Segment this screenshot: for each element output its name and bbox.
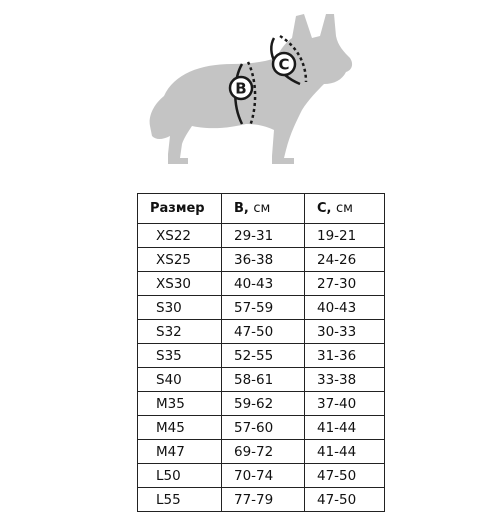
size-cell: XS25 — [138, 248, 222, 272]
header-neck-c: C, см — [305, 194, 385, 224]
chest-cell: 57-60 — [222, 416, 305, 440]
chest-cell: 47-50 — [222, 320, 305, 344]
chest-cell: 57-59 — [222, 296, 305, 320]
size-cell: S35 — [138, 344, 222, 368]
size-cell: XS22 — [138, 224, 222, 248]
neck-cell: 31-36 — [305, 344, 385, 368]
table-header-row — [138, 194, 385, 224]
neck-cell: 30-33 — [305, 320, 385, 344]
table-row — [138, 464, 385, 488]
size-cell: M45 — [138, 416, 222, 440]
size-cell: XS30 — [138, 272, 222, 296]
chest-cell: 59-62 — [222, 392, 305, 416]
neck-cell: 27-30 — [305, 272, 385, 296]
size-cell: M47 — [138, 440, 222, 464]
neck-cell: 37-40 — [305, 392, 385, 416]
chest-cell: 29-31 — [222, 224, 305, 248]
dog-illustration — [140, 8, 370, 173]
marker-c-badge — [273, 53, 295, 75]
size-chart-table — [137, 193, 385, 512]
table-row — [138, 416, 385, 440]
table-row — [138, 224, 385, 248]
neck-cell: 41-44 — [305, 416, 385, 440]
neck-cell: 40-43 — [305, 296, 385, 320]
neck-cell: 24-26 — [305, 248, 385, 272]
french-bulldog-silhouette — [140, 8, 370, 173]
table-row — [138, 248, 385, 272]
size-cell: M35 — [138, 392, 222, 416]
chest-cell: 40-43 — [222, 272, 305, 296]
header-chest-b: B, см — [222, 194, 305, 224]
table-row — [138, 344, 385, 368]
table-row — [138, 272, 385, 296]
size-cell: L55 — [138, 488, 222, 512]
table-row — [138, 296, 385, 320]
header-size: Размер — [138, 194, 222, 224]
marker-b-badge — [230, 77, 252, 99]
chest-cell: 77-79 — [222, 488, 305, 512]
size-cell: S30 — [138, 296, 222, 320]
chest-cell: 36-38 — [222, 248, 305, 272]
marker-b-label: B — [235, 79, 247, 98]
marker-c-label: C — [278, 55, 290, 74]
size-cell: L50 — [138, 464, 222, 488]
size-cell: S32 — [138, 320, 222, 344]
table-row — [138, 392, 385, 416]
neck-cell: 41-44 — [305, 440, 385, 464]
table-row — [138, 320, 385, 344]
chest-cell: 69-72 — [222, 440, 305, 464]
chest-cell: 58-61 — [222, 368, 305, 392]
neck-cell: 47-50 — [305, 464, 385, 488]
neck-cell: 47-50 — [305, 488, 385, 512]
neck-cell: 19-21 — [305, 224, 385, 248]
table-row — [138, 440, 385, 464]
size-cell: S40 — [138, 368, 222, 392]
table-row — [138, 368, 385, 392]
chest-cell: 70-74 — [222, 464, 305, 488]
neck-cell: 33-38 — [305, 368, 385, 392]
chest-cell: 52-55 — [222, 344, 305, 368]
